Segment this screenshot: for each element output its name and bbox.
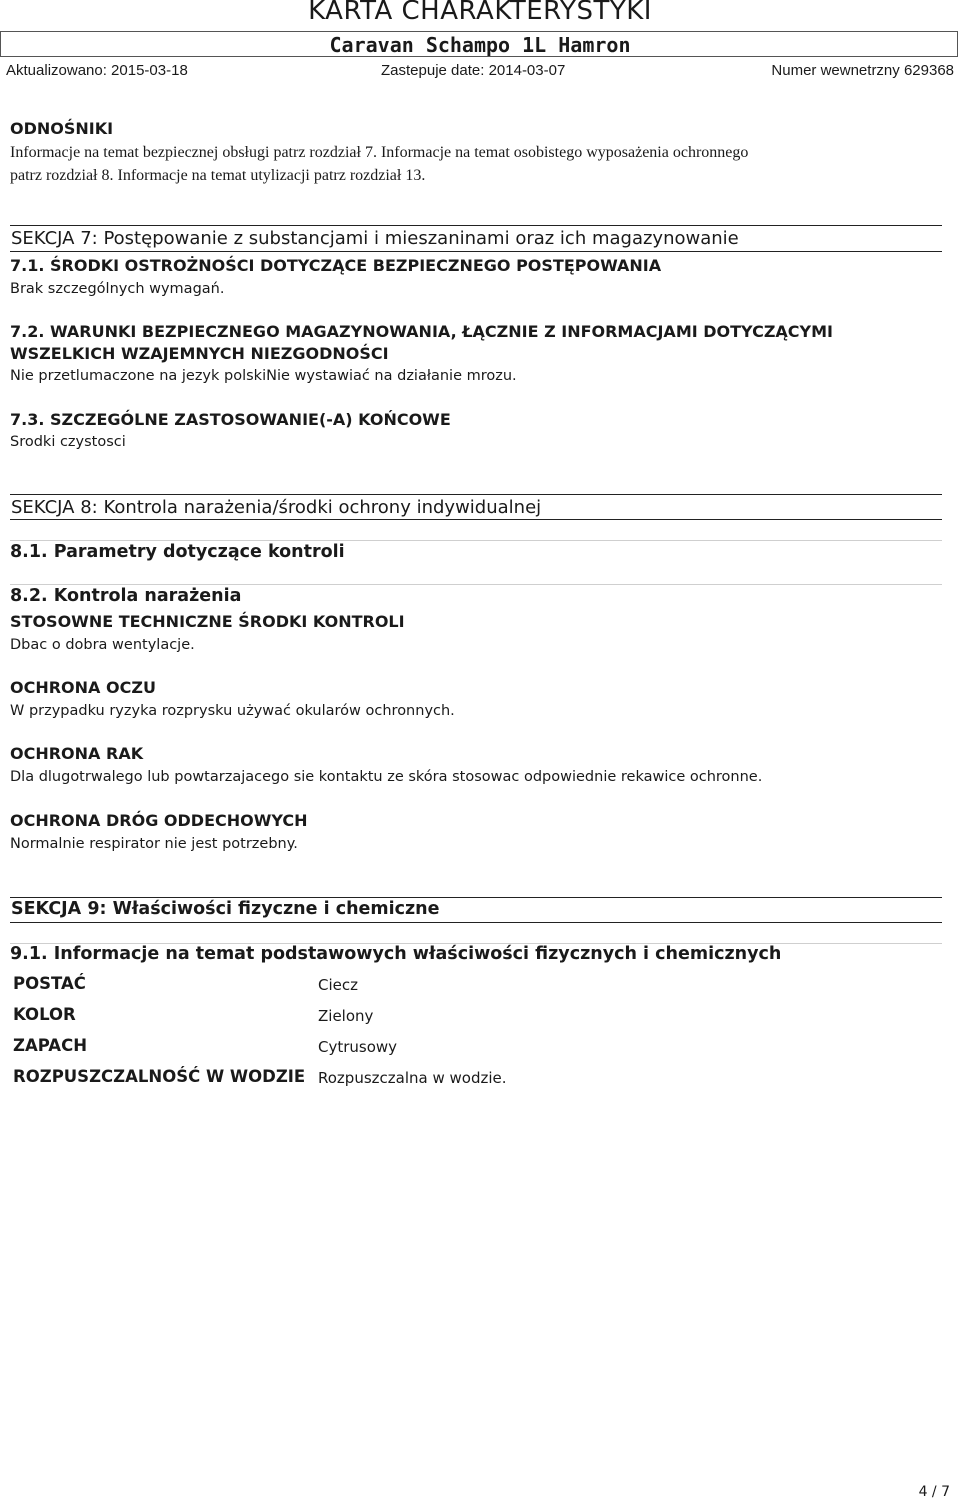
section9-1-heading: 9.1. Informacje na temat podstawowych właściwości fizycznych i chemicznych [10, 944, 782, 964]
section7-3-heading: 7.3. SZCZEGÓLNE ZASTOSOWANIE(-A) KOŃCOWE [10, 410, 451, 429]
property-value-form: Ciecz [318, 976, 358, 994]
section8-2-heading: 8.2. Kontrola narażenia [10, 586, 242, 606]
property-value-color: Zielony [318, 1007, 374, 1025]
property-label-solubility: ROZPUSZCZALNOŚĆ W WODZIE [13, 1067, 306, 1086]
section8-1-rule [10, 540, 942, 541]
references-line-2: patrz rozdział 8. Informacje na temat utylizacji patrz rozdział 13. [10, 167, 426, 184]
section7-title: SEKCJA 7: Postępowanie z substancjami i mieszaninami oraz ich magazynowanie [11, 228, 739, 249]
section8-bottom-rule [10, 519, 942, 520]
section7-2-text: Nie przetlumaczone na jezyk polskiNie wystawiać na działanie mrozu. [10, 368, 517, 384]
property-label-form: POSTAĆ [13, 974, 86, 993]
section7-1-heading: 7.1. ŚRODKI OSTROŻNOŚCI DOTYCZĄCE BEZPIECZNEGO POSTĘPOWANIA [10, 256, 662, 275]
references-heading: ODNOŚNIKI [10, 119, 114, 138]
technical-controls-text: Dbac o dobra wentylacje. [10, 637, 195, 653]
section8-2-rule [10, 584, 942, 585]
section8-top-rule [10, 494, 942, 495]
section7-1-text: Brak szczególnych wymagań. [10, 281, 225, 297]
hand-protection-heading: OCHRONA RAK [10, 744, 144, 763]
updated-date: Aktualizowano: 2015-03-18 [6, 62, 188, 79]
property-label-color: KOLOR [13, 1005, 76, 1024]
section7-top-rule [10, 225, 942, 226]
section7-2-heading-line1: 7.2. WARUNKI BEZPIECZNEGO MAGAZYNOWANIA, ŁĄCZNIE Z INFORMACJAMI DOTYCZĄCYMI [10, 322, 833, 341]
eye-protection-heading: OCHRONA OCZU [10, 678, 156, 697]
eye-protection-text: W przypadku ryzyka rozprysku używać okularów ochronnych. [10, 703, 455, 719]
property-value-odor: Cytrusowy [318, 1038, 398, 1056]
section9-top-rule [10, 897, 942, 898]
property-value-solubility: Rozpuszczalna w wodzie. [318, 1069, 507, 1087]
respiratory-protection-text: Normalnie respirator nie jest potrzebny. [10, 836, 298, 852]
property-label-odor: ZAPACH [13, 1036, 88, 1055]
respiratory-protection-heading: OCHRONA DRÓG ODDECHOWYCH [10, 811, 308, 830]
product-name: Caravan Schampo 1L Hamron [329, 33, 631, 57]
references-line-1: Informacje na temat bezpiecznej obsługi patrz rozdział 7. Informacje na temat osobistego wyposażenia ochronnego [10, 144, 749, 161]
section9-title: SEKCJA 9: Właściwości fizyczne i chemiczne [11, 899, 440, 919]
page-number: 4 / 7 [918, 1484, 950, 1500]
hand-protection-text: Dla dlugotrwalego lub powtarzajacego sie kontaktu ze skóra stosowac odpowiednie rekawice ochronne. [10, 769, 763, 785]
section7-3-text: Srodki czystosci [10, 434, 126, 450]
section9-bottom-rule [10, 922, 942, 923]
technical-controls-heading: STOSOWNE TECHNICZNE ŚRODKI KONTROLI [10, 612, 405, 631]
replaces-date: Zastepuje date: 2014-03-07 [381, 62, 566, 79]
document-title: KARTA CHARAKTERYSTYKI [308, 0, 652, 26]
section7-bottom-rule [10, 251, 942, 252]
section8-title: SEKCJA 8: Kontrola narażenia/środki ochrony indywidualnej [11, 497, 542, 518]
section8-1-heading: 8.1. Parametry dotyczące kontroli [10, 542, 345, 562]
section7-2-heading-line2: WSZELKICH WZAJEMNYCH NIEZGODNOŚCI [10, 344, 389, 363]
internal-number: Numer wewnetrzny 629368 [771, 62, 954, 79]
